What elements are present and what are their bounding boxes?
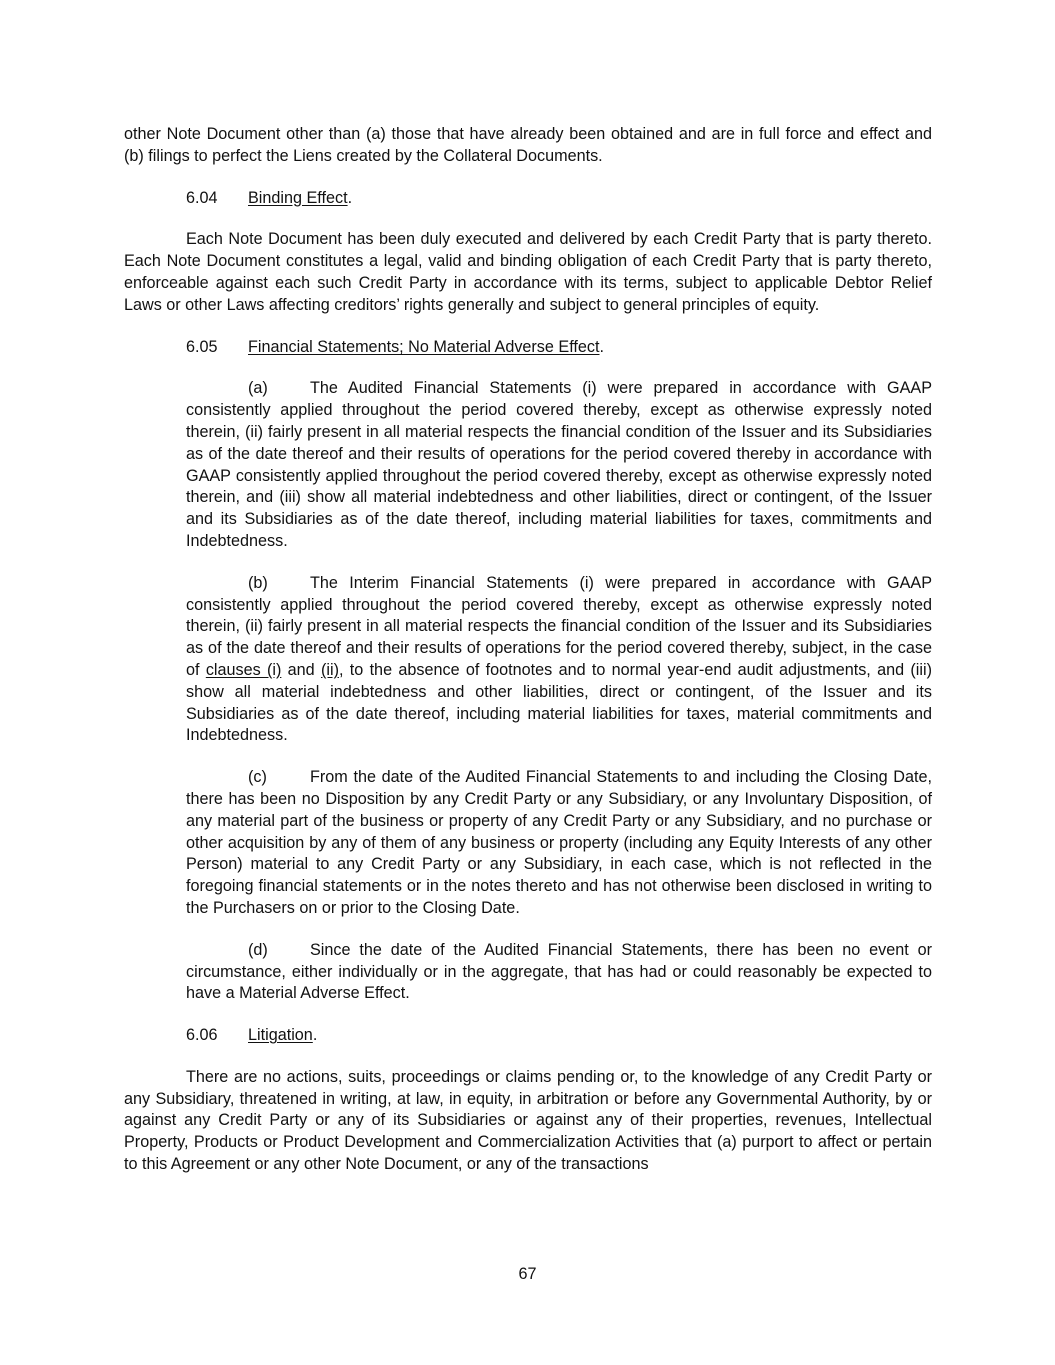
clause-label: (c) bbox=[248, 768, 267, 787]
clause-label: (d) bbox=[248, 940, 268, 959]
clause-text-part-2: , to the absence of footnotes and to normal year-end audit adjustments, and (iii) show all material indebtedness and other liabilities, direct or contingent, of the Issuer and its Subsidiaries as of the date thereof, including material liabilities for taxes, material commitments and Indebtedness. bbox=[186, 660, 932, 745]
clause-a-paragraph bbox=[186, 378, 932, 552]
intro-paragraph: other Note Document other than (a) those that have already been obtained and are in full force and effect and (b) filings to perfect the Liens created by the Collateral Documents. bbox=[124, 125, 932, 165]
litigation-paragraph: There are no actions, suits, proceedings or claims pending or, to the knowledge of any Credit Party or any Subsidiary, threatened in writing, at law, in equity, in arbitration or before any Governmental Authority, by or against any Credit Party or any of its Subsidiaries or against any of their properties, revenues, Intellectual Property, Products or Product Development and Commercialization Activities that (a) purport to affect or pertain to this Agreement or any other Note Document, or any of the transactions bbox=[124, 1067, 932, 1174]
clause-text: From the date of the Audited Financial Statements to and including the Closing Date, there has been no Disposition by any Credit Party or any Subsidiary, or any Involuntary Disposition, of any material part of the business or property of any Credit Party or any Subsidiary, and no purchase or other acquisition by any of them of any business or property (including any Equity Interests of any other Person) material to any Credit Party or any Subsidiary, in each case, which is not reflected in the foregoing financial statements or in the notes thereto and has not otherwise been disclosed in writing to the Purchasers on or prior to the Closing Date. bbox=[186, 768, 932, 917]
clause-b-paragraph bbox=[186, 573, 932, 747]
section-number: 6.05 bbox=[186, 337, 218, 356]
clause-reference-ii: (ii) bbox=[320, 660, 339, 679]
section-title: Financial Statements; No Material Adverse Effect bbox=[248, 337, 600, 356]
section-title: Binding Effect bbox=[248, 188, 348, 207]
section-title-period: . bbox=[312, 1026, 318, 1045]
clause-text: The Audited Financial Statements (i) were prepared in accordance with GAAP consistently applied throughout the period covered thereby, except as otherwise expressly noted therein, (ii) fairly present in all material respects the financial condition of the Issuer and its Subsidiaries as of the date thereof and their results of operations for the period covered thereby in accordance with GAAP consistently applied throughout the period covered thereby, except as otherwise expressly noted therein, and (iii) show all material indebtedness and other liabilities, direct or contingent, of the Issuer and its Subsidiaries as of the date thereof, including material liabilities for taxes, commitments and Indebtedness. bbox=[186, 379, 932, 550]
section-heading-6-05 bbox=[186, 337, 932, 359]
section-title-period: . bbox=[347, 188, 353, 207]
clause-reference-i: clauses (i) bbox=[205, 660, 282, 679]
section-heading-6-06 bbox=[186, 1025, 932, 1047]
section-title: Litigation bbox=[248, 1026, 313, 1045]
clause-d-paragraph bbox=[186, 940, 932, 1005]
binding-effect-paragraph: Each Note Document has been duly executed and delivered by each Credit Party that is party thereto. Each Note Document constitutes a legal, valid and binding obligation of each Credit Party that is party thereto, enforceable against each such Credit Party in accordance with its terms, subject to applicable Debtor Relief Laws or other Laws affecting creditors’ rights generally and subject to general principles of equity. bbox=[124, 230, 932, 314]
clause-label: (a) bbox=[248, 379, 268, 398]
clause-text-and: and bbox=[281, 660, 321, 679]
section-number: 6.06 bbox=[186, 1026, 218, 1045]
section-heading-6-04 bbox=[186, 188, 932, 210]
section-title-period: . bbox=[599, 337, 604, 356]
page-number: 67 bbox=[518, 1265, 537, 1283]
clause-text: Since the date of the Audited Financial Statements, there has been no event or circumstance, either individually or in the aggregate, that has had or could reasonably be expected to have a Material Adverse Effect. bbox=[186, 940, 932, 1003]
page-body bbox=[124, 124, 932, 1196]
clause-label: (b) bbox=[248, 573, 268, 592]
section-number: 6.04 bbox=[186, 188, 218, 207]
clause-text-part-1: The Interim Financial Statements (i) were prepared in accordance with GAAP consistently applied throughout the period covered thereby, except as otherwise expressly noted therein, (ii) fairly present in all material respects the financial condition of the Issuer and its Subsidiaries as of the date thereof and their results of operations for the period covered thereby, subject, in the case of bbox=[186, 573, 932, 679]
clause-c-paragraph bbox=[186, 767, 932, 920]
